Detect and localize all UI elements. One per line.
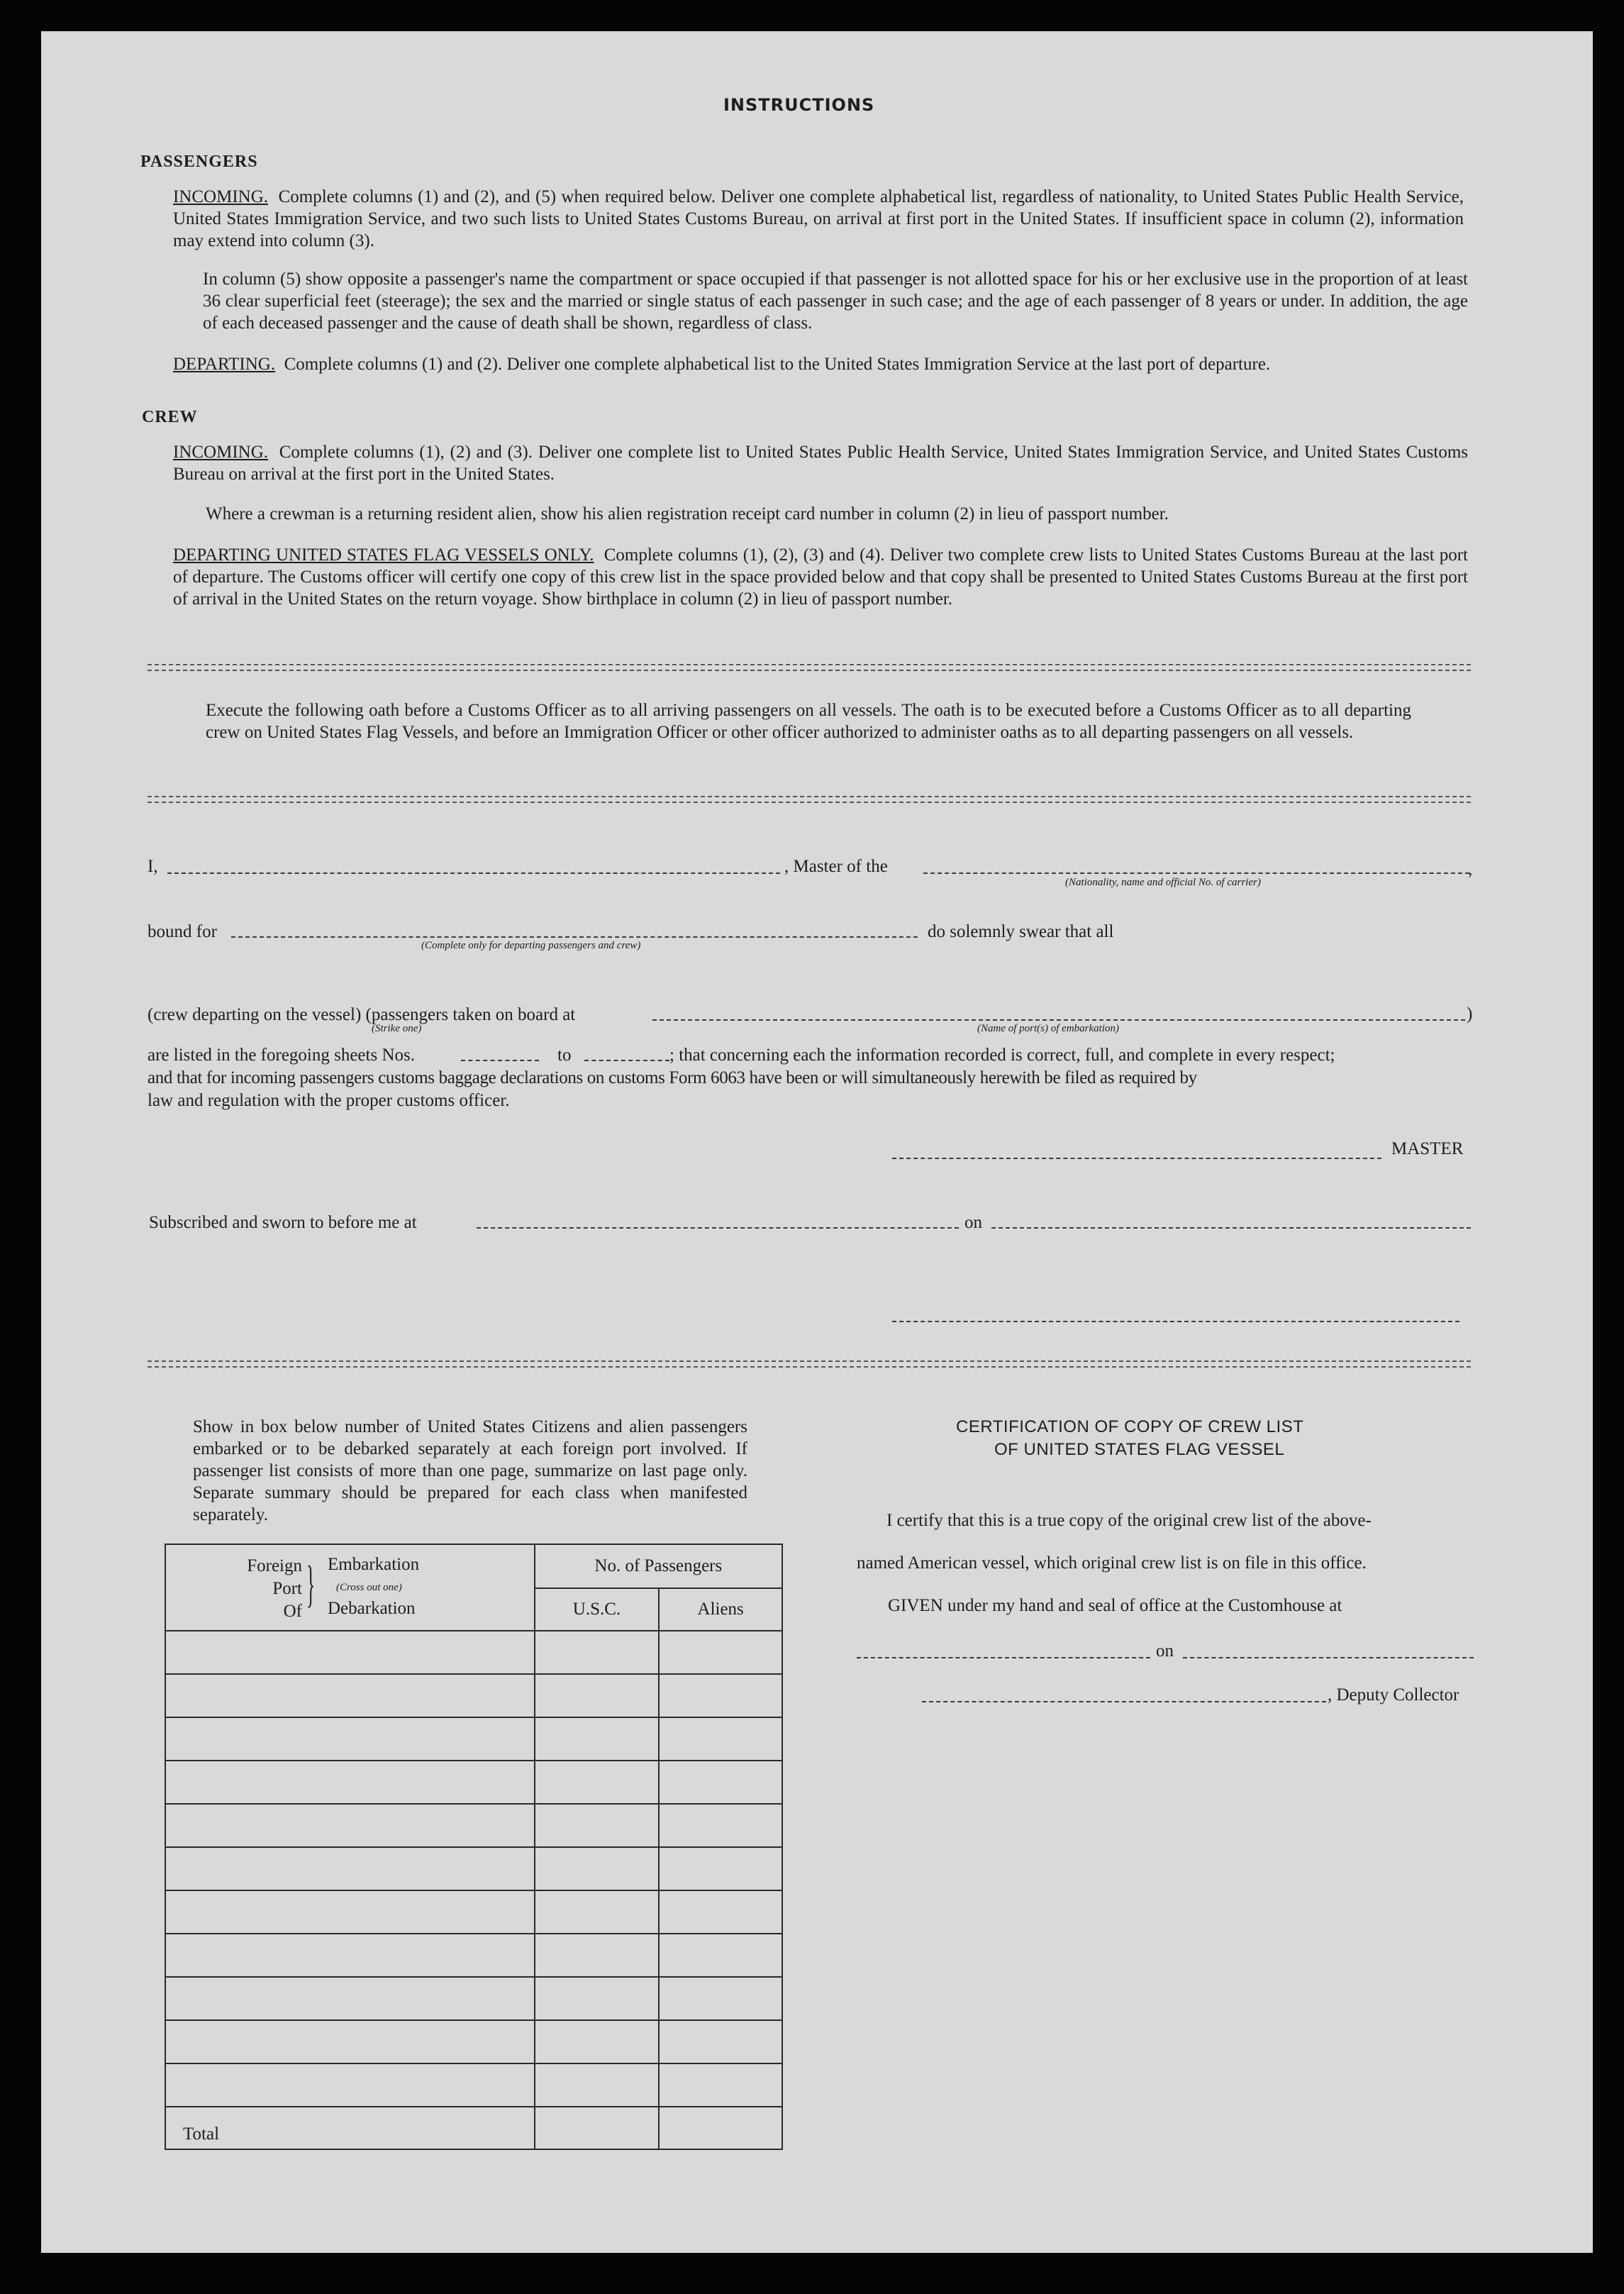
certification-on-label: on bbox=[1156, 1641, 1174, 1661]
listed-text: ; that concerning each the information recorded is correct, full, and complete in every respect; bbox=[669, 1046, 1335, 1065]
oath-instruction: Execute the following oath before a Customs Officer as to all arriving passengers on all vessels. The oath is to be executed before a Customs Officer as to all departing crew on United States Flag Vessels, and before an Immigration Officer or other officer authorized to administer oaths as to all departing passengers on all vessels. bbox=[206, 701, 1411, 742]
passengers-incoming-label: INCOMING. bbox=[173, 187, 269, 206]
usc-cell[interactable] bbox=[535, 1977, 660, 2020]
passenger-summary-table bbox=[165, 1544, 783, 2150]
port-cell[interactable] bbox=[165, 1977, 535, 2020]
oath-line-3: law and regulation with the proper customs officer. bbox=[148, 1091, 510, 1110]
foreign-label: Foreign bbox=[247, 1556, 302, 1575]
oath-line-2: and that for incoming passengers customs baggage declarations on customs Form 6063 have been or will simultaneously herewith be filed as required by bbox=[148, 1068, 1197, 1087]
aliens-header: Aliens bbox=[659, 1588, 782, 1631]
aliens-cell[interactable] bbox=[659, 1847, 782, 1890]
customhouse-field[interactable] bbox=[857, 1657, 1150, 1658]
table-row bbox=[165, 1890, 782, 1934]
crew-heading: CREW bbox=[142, 408, 198, 426]
aliens-cell[interactable] bbox=[659, 1674, 782, 1717]
bound-for-field[interactable] bbox=[231, 936, 918, 938]
port-cell[interactable] bbox=[165, 1847, 535, 1890]
usc-cell[interactable] bbox=[535, 1761, 660, 1804]
subscribed-label: Subscribed and sworn to before me at bbox=[149, 1213, 417, 1232]
aliens-cell[interactable] bbox=[659, 1717, 782, 1761]
port-cell[interactable] bbox=[165, 2063, 535, 2107]
passengers-incoming-paragraph bbox=[173, 186, 1464, 252]
table-row bbox=[165, 1804, 782, 1847]
port-cell[interactable] bbox=[165, 1761, 535, 1804]
aliens-cell[interactable] bbox=[659, 1977, 782, 2020]
nationality-caption: (Nationality, name and official No. of carrier) bbox=[1065, 877, 1261, 888]
crew-resident-paragraph: Where a crewman is a returning resident alien, show his alien registration receipt card number in column (2) in lieu of passport number. bbox=[206, 504, 1169, 523]
usc-cell[interactable] bbox=[535, 1804, 660, 1847]
complete-only-caption: (Complete only for departing passengers and crew) bbox=[421, 940, 641, 951]
summary-instruction: Show in box below number of United States Citizens and alien passengers embarked or to be debarked separately at each foreign port involved. If passenger list consists of more than one page, summarize on last page only. Separate summary should be prepared for each class when manifested separately. bbox=[193, 1417, 747, 1524]
total-label: Total bbox=[183, 2124, 220, 2144]
sworn-on-label: on bbox=[964, 1213, 982, 1232]
page-title: INSTRUCTIONS bbox=[723, 95, 875, 115]
certification-title-2: OF UNITED STATES FLAG VESSEL bbox=[994, 1440, 1285, 1459]
passengers-incoming-text: Complete columns (1) and (2), and (5) when required below. Deliver one complete alphabetical list, regardless of nationality, to United States Public Health Service, United States Immigration Service, and two such lists to United States Customs Bureau, on arrival at first port in the United States. If insufficient space in column (2), information may extend into column (3). bbox=[173, 187, 1464, 250]
port-label: Port bbox=[272, 1579, 302, 1598]
total-label-cell bbox=[165, 2107, 535, 2149]
passengers-departing-text: Complete columns (1) and (2). Deliver one complete alphabetical list to the United States Immigration Service at the last port of departure. bbox=[284, 355, 1271, 374]
crew-incoming-label: INCOMING. bbox=[173, 443, 269, 462]
section-divider bbox=[148, 664, 1471, 671]
certification-title-1: CERTIFICATION OF COPY OF CREW LIST bbox=[956, 1417, 1304, 1436]
aliens-cell[interactable] bbox=[659, 1890, 782, 1934]
aliens-cell[interactable] bbox=[659, 1631, 782, 1674]
of-label: Of bbox=[283, 1602, 302, 1621]
certification-date-field[interactable] bbox=[1183, 1657, 1474, 1658]
crew-departing-label: DEPARTING UNITED STATES FLAG VESSELS ONLY. bbox=[173, 545, 594, 565]
sheet-to-field[interactable] bbox=[584, 1060, 669, 1061]
swear-label: do solemnly swear that all bbox=[928, 922, 1114, 941]
table-row bbox=[165, 1977, 782, 2020]
total-row bbox=[165, 2107, 782, 2149]
sworn-place-field[interactable] bbox=[477, 1227, 959, 1229]
aliens-cell[interactable] bbox=[659, 2063, 782, 2107]
aliens-cell[interactable] bbox=[659, 1761, 782, 1804]
table-row bbox=[165, 2020, 782, 2063]
master-label: MASTER bbox=[1391, 1139, 1464, 1158]
table-row bbox=[165, 1847, 782, 1890]
table-row bbox=[165, 1674, 782, 1717]
certification-line-1: I certify that this is a true copy of the original crew list of the above- bbox=[886, 1511, 1372, 1530]
port-cell[interactable] bbox=[165, 1631, 535, 1674]
column5-paragraph: In column (5) show opposite a passenger's name the compartment or space occupied if that passenger is not allotted space for his or her exclusive use in the proportion of at least 36 clear superficial feet (steerage); the sex and the married or single status of each passenger in such case; and the age of each passenger of 8 years or under. In addition, the age of each deceased passenger and the cause of death shall be shown, regardless of class. bbox=[203, 270, 1468, 333]
crew-departing-paragraph bbox=[173, 544, 1468, 610]
section-divider bbox=[148, 796, 1471, 803]
crew-incoming-text: Complete columns (1), (2) and (3). Deliver one complete list to United States Public Health Service, United States Immigration Service, and United States Customs Bureau on arrival at the first port in the United States. bbox=[173, 443, 1468, 484]
ports-caption: (Name of port(s) of embarkation) bbox=[977, 1023, 1119, 1034]
port-cell[interactable] bbox=[165, 2020, 535, 2063]
port-cell[interactable] bbox=[165, 1717, 535, 1761]
deputy-collector-signature-field[interactable] bbox=[922, 1701, 1326, 1702]
port-header-cell bbox=[165, 1544, 535, 1631]
brace-icon: } bbox=[306, 1556, 316, 1612]
carrier-field[interactable] bbox=[923, 872, 1469, 874]
oath-comma: , bbox=[1468, 860, 1473, 879]
bound-for-label: bound for bbox=[148, 922, 217, 941]
officer-signature-field[interactable] bbox=[892, 1321, 1459, 1322]
debarkation-label: Debarkation bbox=[328, 1599, 416, 1618]
deputy-collector-label: , Deputy Collector bbox=[1328, 1685, 1459, 1705]
port-cell[interactable] bbox=[165, 1890, 535, 1934]
sworn-date-field[interactable] bbox=[991, 1227, 1471, 1229]
listed-label: are listed in the foregoing sheets Nos. bbox=[148, 1046, 415, 1065]
strike-one-caption: (Strike one) bbox=[372, 1023, 422, 1034]
master-name-field[interactable] bbox=[167, 872, 780, 874]
embarkation-label: Embarkation bbox=[328, 1555, 420, 1574]
crew-passengers-label: (crew departing on the vessel) (passengers taken on board at bbox=[148, 1005, 576, 1024]
aliens-cell[interactable] bbox=[659, 1934, 782, 1977]
section-divider bbox=[148, 1361, 1471, 1368]
table-row bbox=[165, 1717, 782, 1761]
passengers-departing-label: DEPARTING. bbox=[173, 355, 276, 374]
usc-total-cell[interactable] bbox=[535, 2107, 660, 2149]
port-cell[interactable] bbox=[165, 1934, 535, 1977]
usc-header: U.S.C. bbox=[535, 1588, 660, 1631]
embarkation-ports-field[interactable] bbox=[652, 1019, 1465, 1021]
aliens-cell[interactable] bbox=[659, 2020, 782, 2063]
crew-incoming-paragraph bbox=[173, 441, 1468, 485]
master-of-the-label: , Master of the bbox=[784, 857, 888, 876]
close-paren: ) bbox=[1467, 1004, 1473, 1024]
usc-cell[interactable] bbox=[535, 1674, 660, 1717]
table-row bbox=[165, 2063, 782, 2107]
no-of-passengers-header: No. of Passengers bbox=[535, 1544, 782, 1588]
usc-cell[interactable] bbox=[535, 1717, 660, 1761]
aliens-cell[interactable] bbox=[659, 1804, 782, 1847]
sheet-from-field[interactable] bbox=[461, 1060, 539, 1061]
listed-to-label: to bbox=[557, 1046, 572, 1065]
usc-cell[interactable] bbox=[535, 1847, 660, 1890]
master-signature-field[interactable] bbox=[892, 1158, 1381, 1159]
table-row bbox=[165, 1934, 782, 1977]
table-row bbox=[165, 1631, 782, 1674]
table-row bbox=[165, 1761, 782, 1804]
port-cell[interactable] bbox=[165, 1674, 535, 1717]
passengers-heading: PASSENGERS bbox=[140, 153, 258, 171]
usc-cell[interactable] bbox=[535, 2063, 660, 2107]
usc-cell[interactable] bbox=[535, 2020, 660, 2063]
certification-line-3: GIVEN under my hand and seal of office at the Customhouse at bbox=[888, 1596, 1342, 1615]
oath-i-label: I, bbox=[148, 857, 158, 876]
usc-cell[interactable] bbox=[535, 1631, 660, 1674]
usc-cell[interactable] bbox=[535, 1890, 660, 1934]
passengers-departing-paragraph bbox=[173, 353, 1471, 375]
cross-out-caption: (Cross out one) bbox=[336, 1582, 402, 1593]
usc-cell[interactable] bbox=[535, 1934, 660, 1977]
crew-departing-text: Complete columns (1), (2), (3) and (4). Deliver two complete crew lists to United States Customs Bureau at the last port of departure. The Customs officer will certify one copy of this crew list in the space provided below and that copy shall be presented to United States Customs Bureau at the first port of arrival in the United States on the return voyage. Show birthplace in column (2) in lieu of passport number. bbox=[173, 545, 1469, 609]
aliens-total-cell[interactable] bbox=[659, 2107, 782, 2149]
certification-line-2: named American vessel, which original crew list is on file in this office. bbox=[857, 1553, 1367, 1573]
port-cell[interactable] bbox=[165, 1804, 535, 1847]
